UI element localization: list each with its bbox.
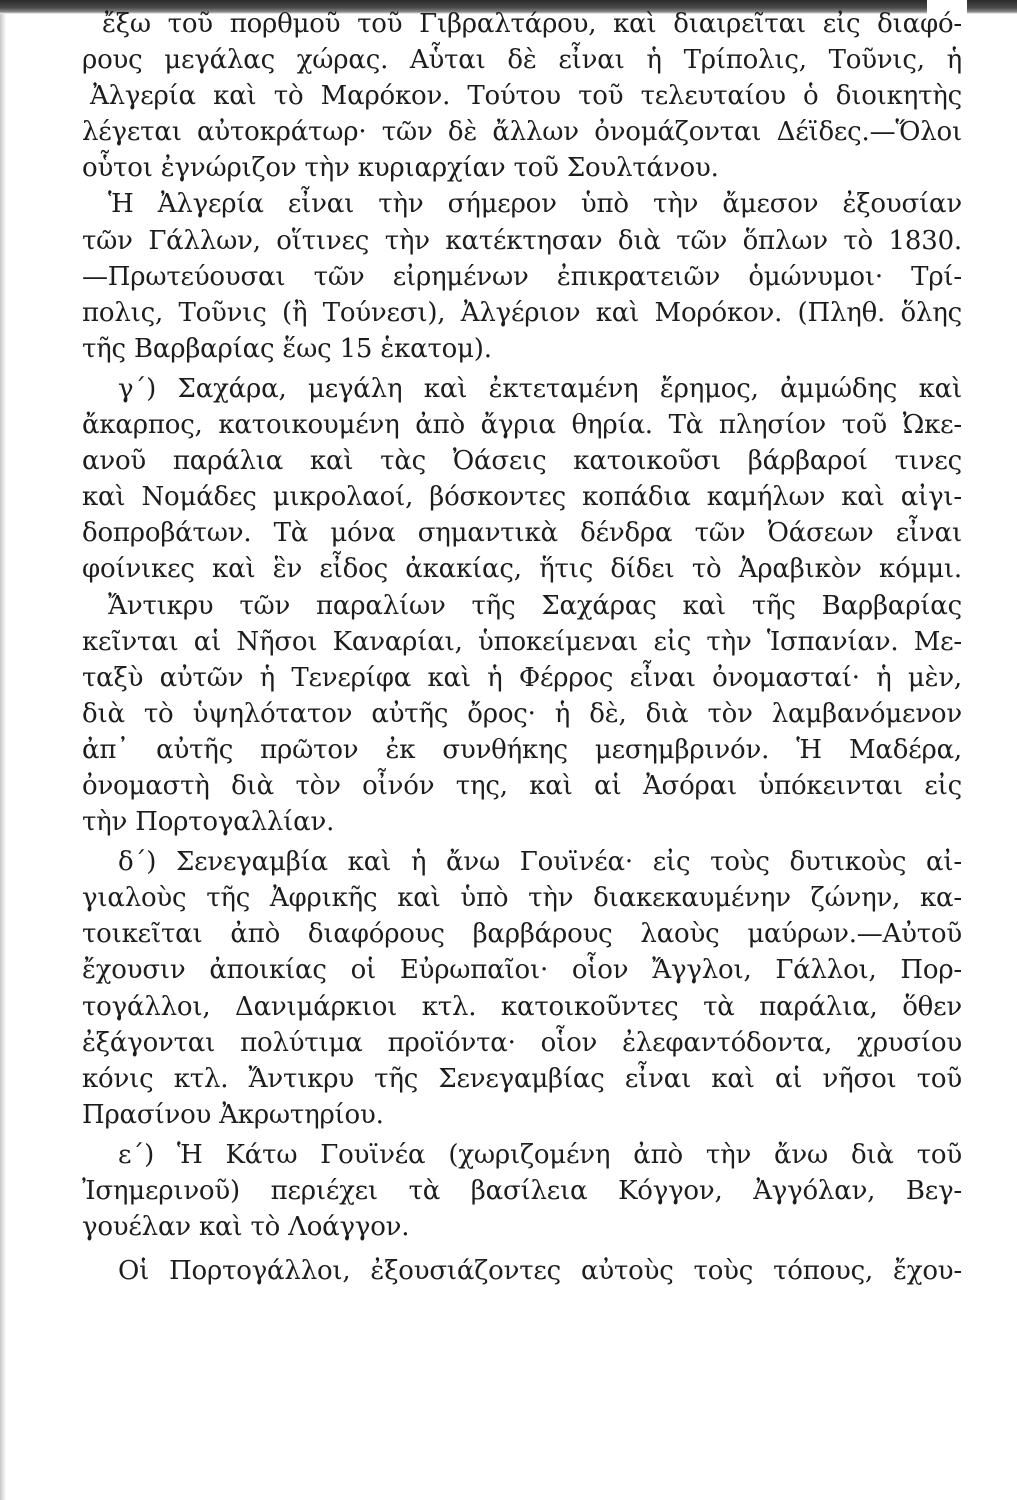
- text-line: ἔχουσιν ἀποικίας οἱ Εὐρωπαῖοι· οἷον Ἄγγλοι, Γάλλοι, Πορ-: [82, 955, 962, 986]
- text-line: οὗτοι ἐγνώριζον τὴν κυριαρχίαν τοῦ Σουλτάνου.: [82, 153, 719, 184]
- text-line: γουέλαν καὶ τὸ Λοάγγον.: [82, 1212, 410, 1243]
- text-line: δοπροβάτων. Τὰ μόνα σημαντικὰ δένδρα τῶν Ὀάσεων εἶναι: [82, 518, 962, 549]
- text-line: φοίνικες καὶ ἓν εἶδος ἀκακίας, ἥτις δίδει τὸ Ἀραβικὸν κόμμι.: [82, 554, 962, 585]
- text-line: διὰ τὸ ὑψηλότατον αὐτῆς ὄρος· ἡ δὲ, διὰ τὸν λαμβανόμενον: [82, 698, 962, 729]
- paragraph-start-line: γ´) Σαχάρα, μεγάλη καὶ ἐκτεταμένη ἔρημος, ἀμμώδης καὶ: [118, 373, 962, 404]
- scan-left-edge: [0, 14, 6, 1500]
- paragraph-start-line: ε´) Ἡ Κάτω Γουϊνέα (χωριζομένη ἀπὸ τὴν ἄνω διὰ τοῦ: [118, 1139, 962, 1170]
- text-line: καὶ Νομάδες μικρολαοί, βόσκοντες κοπάδια καμήλων καὶ αἰγι-: [82, 482, 962, 513]
- text-line: Ἰσημερινοῦ) περιέχει τὰ βασίλεια Κόγγον, Ἀγγόλαν, Βεγ-: [82, 1176, 962, 1206]
- paragraph-start-line: Ἡ Ἀλγερία εἶναι τὴν σήμερον ὑπὸ τὴν ἄμεσον ἐξουσίαν: [108, 189, 962, 220]
- text-line: γιαλοὺς τῆς Ἀφρικῆς καὶ ὑπὸ τὴν διακεκαυμένην ζώνην, κα-: [82, 883, 962, 914]
- text-line: ἀπ᾿ αὐτῆς πρῶτον ἐκ συνθήκης μεσημβρινόν. Ἡ Μαδέρα,: [82, 734, 962, 765]
- text-line: τοικεῖται ἀπὸ διαφόρους βαρβάρους λαοὺς μαύρων.—Αὐτοῦ: [82, 919, 962, 950]
- text-line: λέγεται αὐτοκράτωρ· τῶν δὲ ἄλλων ὀνομάζονται Δέϊδες.—Ὅλοι: [82, 117, 962, 148]
- text-line: τὴν Πορτογαλλίαν.: [82, 807, 335, 838]
- text-line: ἄκαρπος, κατοικουμένη ἀπὸ ἄγρια θηρία. Τὰ πλησίον τοῦ Ὠκε-: [82, 410, 962, 441]
- text-line: ἐξάγονται πολύτιμα προϊόντα· οἷον ἐλεφαντόδοντα, χρυσίου: [82, 1027, 962, 1058]
- text-line: Ἀλγερία καὶ τὸ Μαρόκον. Τούτου τοῦ τελευταίου ὁ διοικητὴς: [90, 81, 962, 112]
- text-line: τῆς Βαρβαρίας ἕως 15 ἑκατομ).: [82, 333, 492, 364]
- document-page: [82, 6, 962, 1289]
- text-line: ανοῦ παράλια καὶ τὰς Ὀάσεις κατοικοῦσι βάρβαροί τινες: [82, 446, 962, 477]
- paragraph-start-line: δ´) Σενεγαμβία καὶ ἡ ἄνω Γουϊνέα· εἰς τοὺς δυτικοὺς αἰ-: [118, 847, 962, 878]
- text-line: κεῖνται αἱ Νῆσοι Καναρίαι, ὑποκείμεναι εἰς τὴν Ἱσπανίαν. Με-: [82, 626, 962, 657]
- text-line: πολις, Τοῦνις (ἢ Τούνεσι), Ἀλγέριον καὶ Μορόκον. (Πληθ. ὅλης: [82, 297, 962, 328]
- text-line: ρους μεγάλας χώρας. Αὗται δὲ εἶναι ἡ Τρίπολις, Τοῦνις, ἡ: [82, 45, 962, 76]
- text-line: τῶν Γάλλων, οἵτινες τὴν κατέκτησαν διὰ τῶν ὅπλων τὸ 1830.: [82, 225, 962, 256]
- text-line: —Πρωτεύουσαι τῶν εἰρημένων ἐπικρατειῶν ὁμώνυμοι· Τρί-: [82, 261, 962, 292]
- paragraph-start-line: Οἱ Πορτογάλλοι, ἐξουσιάζοντες αὐτοὺς τοὺς τόπους, ἔχου-: [118, 1256, 962, 1287]
- text-line: ἔξω τοῦ πορθμοῦ τοῦ Γιβραλτάρου, καὶ διαιρεῖται εἰς διαφό-: [102, 9, 962, 39]
- text-line: Πρασίνου Ἀκρωτηρίου.: [82, 1099, 384, 1130]
- text-line: ὀνομαστὴ διὰ τὸν οἶνόν της, καὶ αἱ Ἀσόραι ὑπόκεινται εἰς: [82, 770, 962, 801]
- text-line: ταξὺ αὐτῶν ἡ Τενερίφα καὶ ἡ Φέρρος εἶναι ὀνομασταί· ἡ μὲν,: [82, 662, 962, 693]
- text-line: τογάλλοι, Δανιμάρκιοι κτλ. κατοικοῦντες τὰ παράλια, ὅθεν: [82, 991, 962, 1022]
- paragraph-start-line: Ἄντικρυ τῶν παραλίων τῆς Σαχάρας καὶ τῆς Βαρβαρίας: [108, 590, 962, 621]
- text-line: κόνις κτλ. Ἄντικρυ τῆς Σενεγαμβίας εἶναι καὶ αἱ νῆσοι τοῦ: [82, 1063, 962, 1094]
